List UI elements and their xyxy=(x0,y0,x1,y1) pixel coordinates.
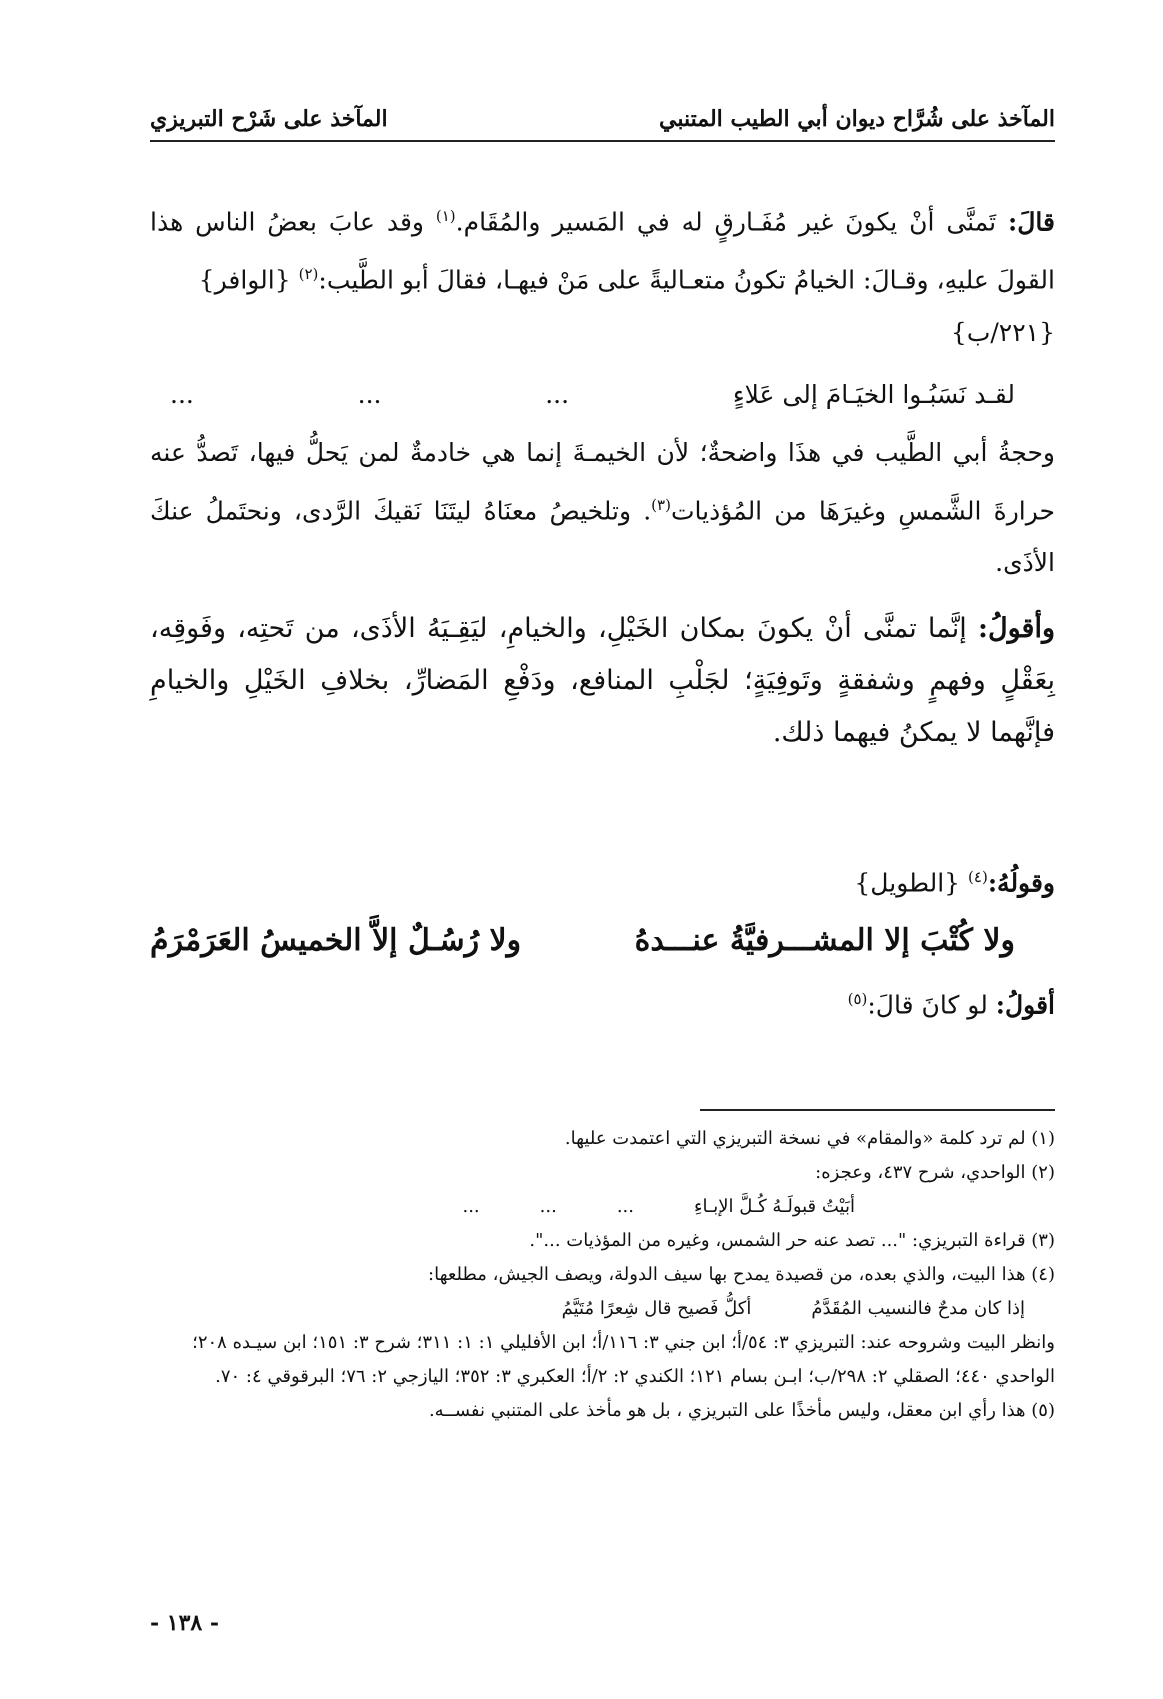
verse-hemistich-right: إذا كان مدحٌ فالنسيب المُقَدَّمُ xyxy=(811,1298,1025,1319)
footnote-separator xyxy=(700,1109,1055,1111)
lead-word: قالَ: xyxy=(1008,207,1055,237)
folio-marker: {٢٢١/ب} xyxy=(950,317,1055,347)
verse-hemistich-left: أكلُّ فَصيح قال شِعرًا مُتَيَّمُ xyxy=(561,1298,752,1319)
header-book-title: المآخذ على شُرَّاح ديوان أبي الطيب المتنبي xyxy=(659,106,1055,132)
verse-hemistich-right: ولا كُتْبَ إلا المشـــرفيَّةُ عنـــدهُ xyxy=(634,923,1015,959)
verse-ellipsis: ... xyxy=(357,379,382,409)
main-text xyxy=(150,190,1055,1032)
footnote-ref[interactable]: (٤) xyxy=(968,867,988,886)
footnote-ref[interactable]: (٥) xyxy=(847,990,868,1009)
paragraph-3 xyxy=(150,603,1055,759)
header-section-title: المآخذ على شَرْح التبريزي xyxy=(150,106,388,132)
footnote-verse xyxy=(148,1292,1055,1326)
footnote-2: (٢) الواحدي، شرح ٤٣٧، وعجزه: xyxy=(815,1162,1055,1183)
meter-label: {الطويل} xyxy=(854,868,969,898)
paragraph-4 xyxy=(150,851,1055,909)
text-run: وحجةُ أبي الطَّيب في هذَا واضحةٌ؛ لأن الخيمـةَ إنما هي خادمةٌ لمن يَحلُّ فيها، تَصدُّ عنه حرارةَ الشَّمسِ وغيرَهَا من المُؤذيات xyxy=(150,437,1055,525)
footnote-ref[interactable]: (٢) xyxy=(298,265,319,284)
paragraph-1 xyxy=(150,190,1055,359)
text-run: تَمنَّى أنْ يكونَ غير مُفَـارقٍ له في المَسير والمُقَام. xyxy=(455,207,1009,237)
text-run: وقد عابَ بعضُ الناس هذا القولَ عليهِ، وقـالَ: الخيامُ تكونُ متعـاليةً على مَنْ فيهـا، فقالَ أبو الطَّيب: xyxy=(150,207,1055,295)
verse-ellipsis: ... xyxy=(539,1196,557,1217)
footnote-5: (٥) هذا رأي ابن معقل، وليس مأخذًا على التبريزي ، بل هو مأخذ على المتنبي نفســه. xyxy=(428,1400,1055,1421)
lead-word: وقولُهُ: xyxy=(987,868,1055,898)
lead-word: أقولُ: xyxy=(995,990,1055,1020)
verse-ellipsis: ... xyxy=(462,1196,480,1217)
footnote-3: (٣) قراءة التبريزي: "... تصد عنه حر الشمس، وغيره من المؤذيات ...". xyxy=(529,1230,1055,1251)
verse-ellipsis: ... xyxy=(616,1196,634,1217)
page-number: - ١٣٨ - xyxy=(150,1610,220,1636)
verse-hemistich-right: أبَيْتُ قبولَـهُ كُـلَّ الإبـاءِ xyxy=(694,1196,855,1217)
footnote-4: (٤) هذا البيت، والذي بعده، من قصيدة يمدح بها سيف الدولة، ويصف الجيش، مطلعها: xyxy=(428,1264,1055,1285)
verse-line xyxy=(150,915,1055,967)
paragraph-2 xyxy=(150,427,1055,589)
verse-ellipsis: ... xyxy=(545,379,570,409)
verse-hemistich-left: ولا رُسُـلٌ إلاَّ الخميسُ العَرَمْرَمُ xyxy=(150,923,522,959)
footnotes xyxy=(148,1122,1055,1428)
running-header xyxy=(150,92,1055,142)
lead-word: وأقولُ: xyxy=(978,612,1055,644)
verse-ellipsis: ... xyxy=(170,379,194,409)
text-run: إنَّما تمنَّى أنْ يكونَ بمكان الخَيْلِ، والخيامِ، ليَقِـيَهُ الأذَى، من تَحتِه، وفَوقِه، بِعَقْلٍ وفهمٍ وشفقةٍ وتَوفِيَةٍ؛ لجَلْبِ المنافع، ودَفْعِ المَضارِّ، بخلافِ الخَيْلِ والخيامِ فإنَّهما لا يمكنُ فيهما ذلك. xyxy=(150,612,1055,748)
verse-line xyxy=(150,369,1055,421)
footnote-1: (١) لم ترد كلمة «والمقام» في نسخة التبريزي التي اعتمدت عليها. xyxy=(564,1128,1055,1149)
footnote-4-sources: وانظر البيت وشروحه عند: التبريزي ٣: ٥٤/أ؛ ابن جني ٣: ١١٦/أ؛ ابن الأفليلي ١: ١: ٣١١؛ شرح ٣: ١٥١؛ ابن سيـده ٢٠٨؛ الواحدي ٤٤٠؛ الصقلي ٢: ٢٩٨/ب؛ ابـن بسام ١٢١؛ الكندي ٢: ٢/أ؛ العكبري ٣: ٣٥٢؛ اليازجي ٢: ٧٦؛ البرقوقي ٤: ٧٠. xyxy=(192,1332,1055,1387)
footnote-ref[interactable]: (١) xyxy=(435,207,456,225)
paragraph-5 xyxy=(150,973,1055,1031)
meter-label: {الوافر} xyxy=(198,265,299,295)
footnote-verse xyxy=(148,1190,1055,1224)
verse-hemistich-right: لقـد نَسَبُـوا الخيَـامَ إلى عَلاءٍ xyxy=(732,379,1015,409)
text-run: . وتلخيصُ معنَاهُ ليتَنَا نَقيكَ الرَّدى، ونحتَملُ عنكَ الأذَى. xyxy=(150,495,1055,577)
footnote-ref[interactable]: (٣) xyxy=(651,495,671,514)
text-run: لو كانَ قالَ: xyxy=(867,990,996,1020)
